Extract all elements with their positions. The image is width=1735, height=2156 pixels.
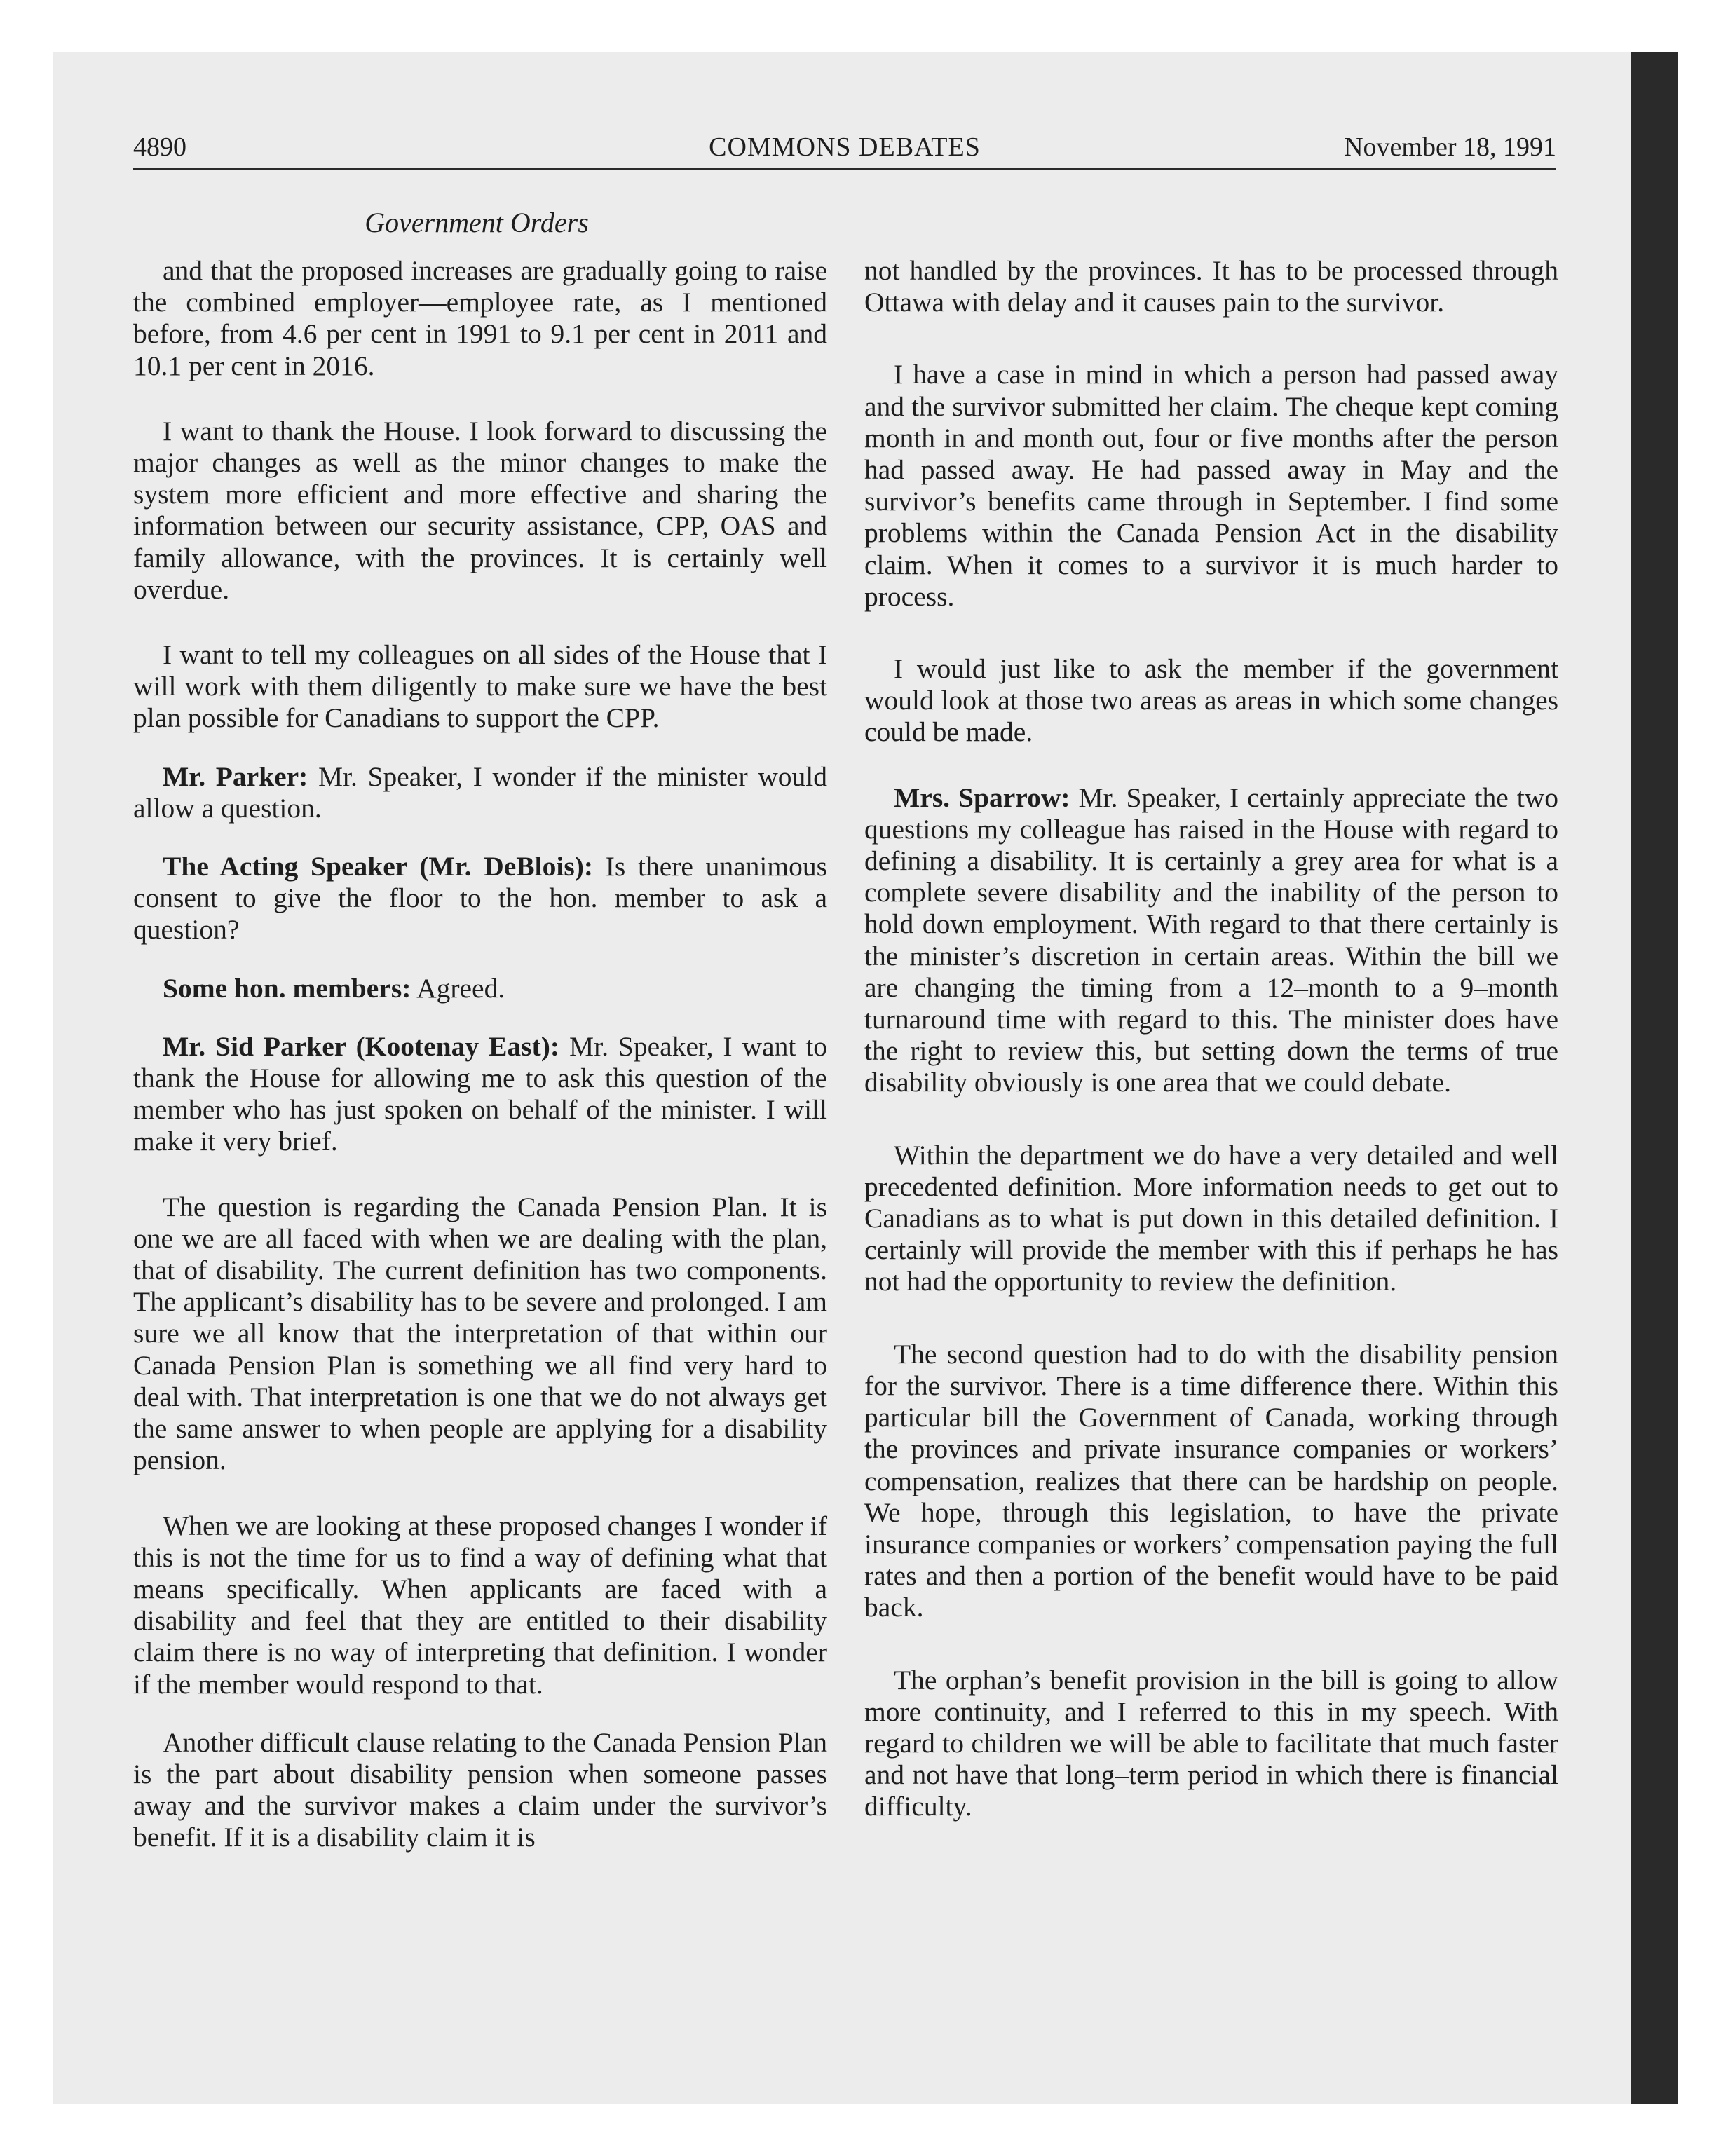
paragraph bbox=[133, 1031, 827, 1158]
page-number: 4890 bbox=[133, 132, 186, 162]
paragraph bbox=[864, 782, 1558, 1099]
paragraph-text: not handled by the provinces. It has to be processed through Ottawa with delay and it causes pain to the survivor. bbox=[864, 255, 1558, 318]
paragraph bbox=[133, 1727, 827, 1854]
paragraph-text: and that the proposed increases are gradually going to raise the combined employer—employee rate, as I mentioned before, from 4.6 per cent in 1991 to 9.1 per cent in 2011 and 10.1 per cent in 2016. bbox=[133, 255, 827, 381]
paragraph-text: I would just like to ask the member if the government would look at those two areas as areas in which some changes could be made. bbox=[864, 653, 1558, 748]
paragraph bbox=[133, 255, 827, 382]
paragraph bbox=[133, 761, 827, 824]
issue-date: November 18, 1991 bbox=[1344, 132, 1556, 162]
paragraph-text: Mr. Speaker, I certainly appreciate the two questions my colleague has raised in the House with regard to defining a disability. It is certainly a grey area for what is a complete severe disability and the inability of the person to hold down employment. With regard to that there certainly is the minister’s discretion in certain areas. Within the bill we are changing the timing from a 12–month to a 9–month turnaround time with regard to this. The minister does have the right to review this, but setting down the terms of true disability obviously is one area that we could debate. bbox=[864, 782, 1559, 1098]
paragraph bbox=[864, 653, 1558, 749]
right-column bbox=[864, 255, 1558, 1823]
speaker-name: Some hon. members: bbox=[163, 972, 411, 1004]
paragraph bbox=[864, 1339, 1558, 1624]
speaker-name: The Acting Speaker (Mr. DeBlois): bbox=[163, 851, 593, 882]
paragraph bbox=[864, 1665, 1558, 1823]
paragraph-text: Within the department we do have a very detailed and well precedented definition. More information needs to get out to Canadians as to what is put down in this detailed definition. I certainly will provide the member with this if perhaps he has not had the opportunity to review the definition. bbox=[864, 1139, 1558, 1297]
paragraph-text: Mr. Speaker, I want to thank the House for allowing me to ask this question of the member who has just spoken on behalf of the minister. I will make it very brief. bbox=[133, 1030, 827, 1157]
speaker-name: Mr. Sid Parker (Kootenay East): bbox=[163, 1030, 560, 1062]
header-rule bbox=[133, 168, 1556, 170]
paragraph-text: I want to thank the House. I look forward to discussing the major changes as well as the minor changes to make the system more efficient and more effective and sharing the information between our security assistance, CPP, OAS and family allowance, with the provinces. It is certainly well overdue. bbox=[133, 415, 827, 605]
scan-edge-shadow bbox=[1631, 52, 1678, 2104]
paragraph bbox=[133, 973, 827, 1004]
paragraph-text: I have a case in mind in which a person had passed away and the survivor submitted her claim. The cheque kept coming month in and month out, four or five months after the person had passed away. He had passed away in May and the survivor’s benefits came through in September. I find some problems within the Canada Pension Act in the disability claim. When it comes to a survivor it is much harder to process. bbox=[864, 359, 1558, 612]
left-column bbox=[133, 255, 827, 1854]
section-title: Government Orders bbox=[365, 207, 589, 238]
paragraph-text: Another difficult clause relating to the Canada Pension Plan is the part about disability pension when someone passes away and the survivor makes a claim under the survivor’s benefit. If it is a disability claim it is bbox=[133, 1726, 827, 1853]
publication-title: COMMONS DEBATES bbox=[709, 132, 981, 162]
paragraph-text: The orphan’s benefit provision in the bill is going to allow more continuity, and I referred to this in my speech. With regard to children we will be able to facilitate that much faster and not have that long–term period in which there is financial difficulty. bbox=[864, 1664, 1558, 1822]
paragraph bbox=[133, 639, 827, 735]
speaker-name: Mr. Parker: bbox=[163, 760, 308, 792]
paragraph-text: The question is regarding the Canada Pension Plan. It is one we are all faced with when we are dealing with the plan, that of disability. The current definition has two components. The applicant’s disability has to be severe and prolonged. I am sure we all know that the interpretation of that within our Canada Pension Plan is something we all find very hard to deal with. That interpretation is one that we do not always get the same answer to when people are applying for a disability pension. bbox=[133, 1191, 827, 1476]
paragraph-text: I want to tell my colleagues on all sides of the House that I will work with them diligently to make sure we have the best plan possible for Canadians to support the CPP. bbox=[133, 639, 827, 734]
speaker-name: Mrs. Sparrow: bbox=[894, 782, 1070, 813]
paragraph bbox=[133, 1510, 827, 1700]
paragraph bbox=[864, 1140, 1558, 1298]
paragraph bbox=[864, 359, 1558, 613]
paragraph-text: Mr. Speaker, I wonder if the minister would allow a question. bbox=[133, 760, 828, 824]
running-header bbox=[133, 126, 1556, 168]
paragraph bbox=[133, 1192, 827, 1477]
paragraph-text: The second question had to do with the disability pension for the survivor. There is a time difference there. Within this particular bill the Government of Canada, working through the provinces and private insurance companies or workers’ compensation, realizes that there can be hardship on people. We hope, through this legislation, to have the private insurance companies or workers’ compensation paying the full rates and then a portion of the benefit would have to be paid back. bbox=[864, 1338, 1558, 1623]
paragraph bbox=[864, 255, 1558, 318]
paragraph-text: When we are looking at these proposed changes I wonder if this is not the time for us to find a way of defining what that means specifically. When applicants are faced with a disability and feel that they are entitled to their disability claim there is no way of interpreting that definition. I wonder if the member would respond to that. bbox=[133, 1510, 827, 1700]
paragraph bbox=[133, 851, 827, 946]
paragraph-text: Is there unanimous consent to give the floor to the hon. member to ask a question? bbox=[133, 851, 828, 946]
paragraph-text: Agreed. bbox=[416, 972, 505, 1004]
paragraph bbox=[133, 416, 827, 606]
